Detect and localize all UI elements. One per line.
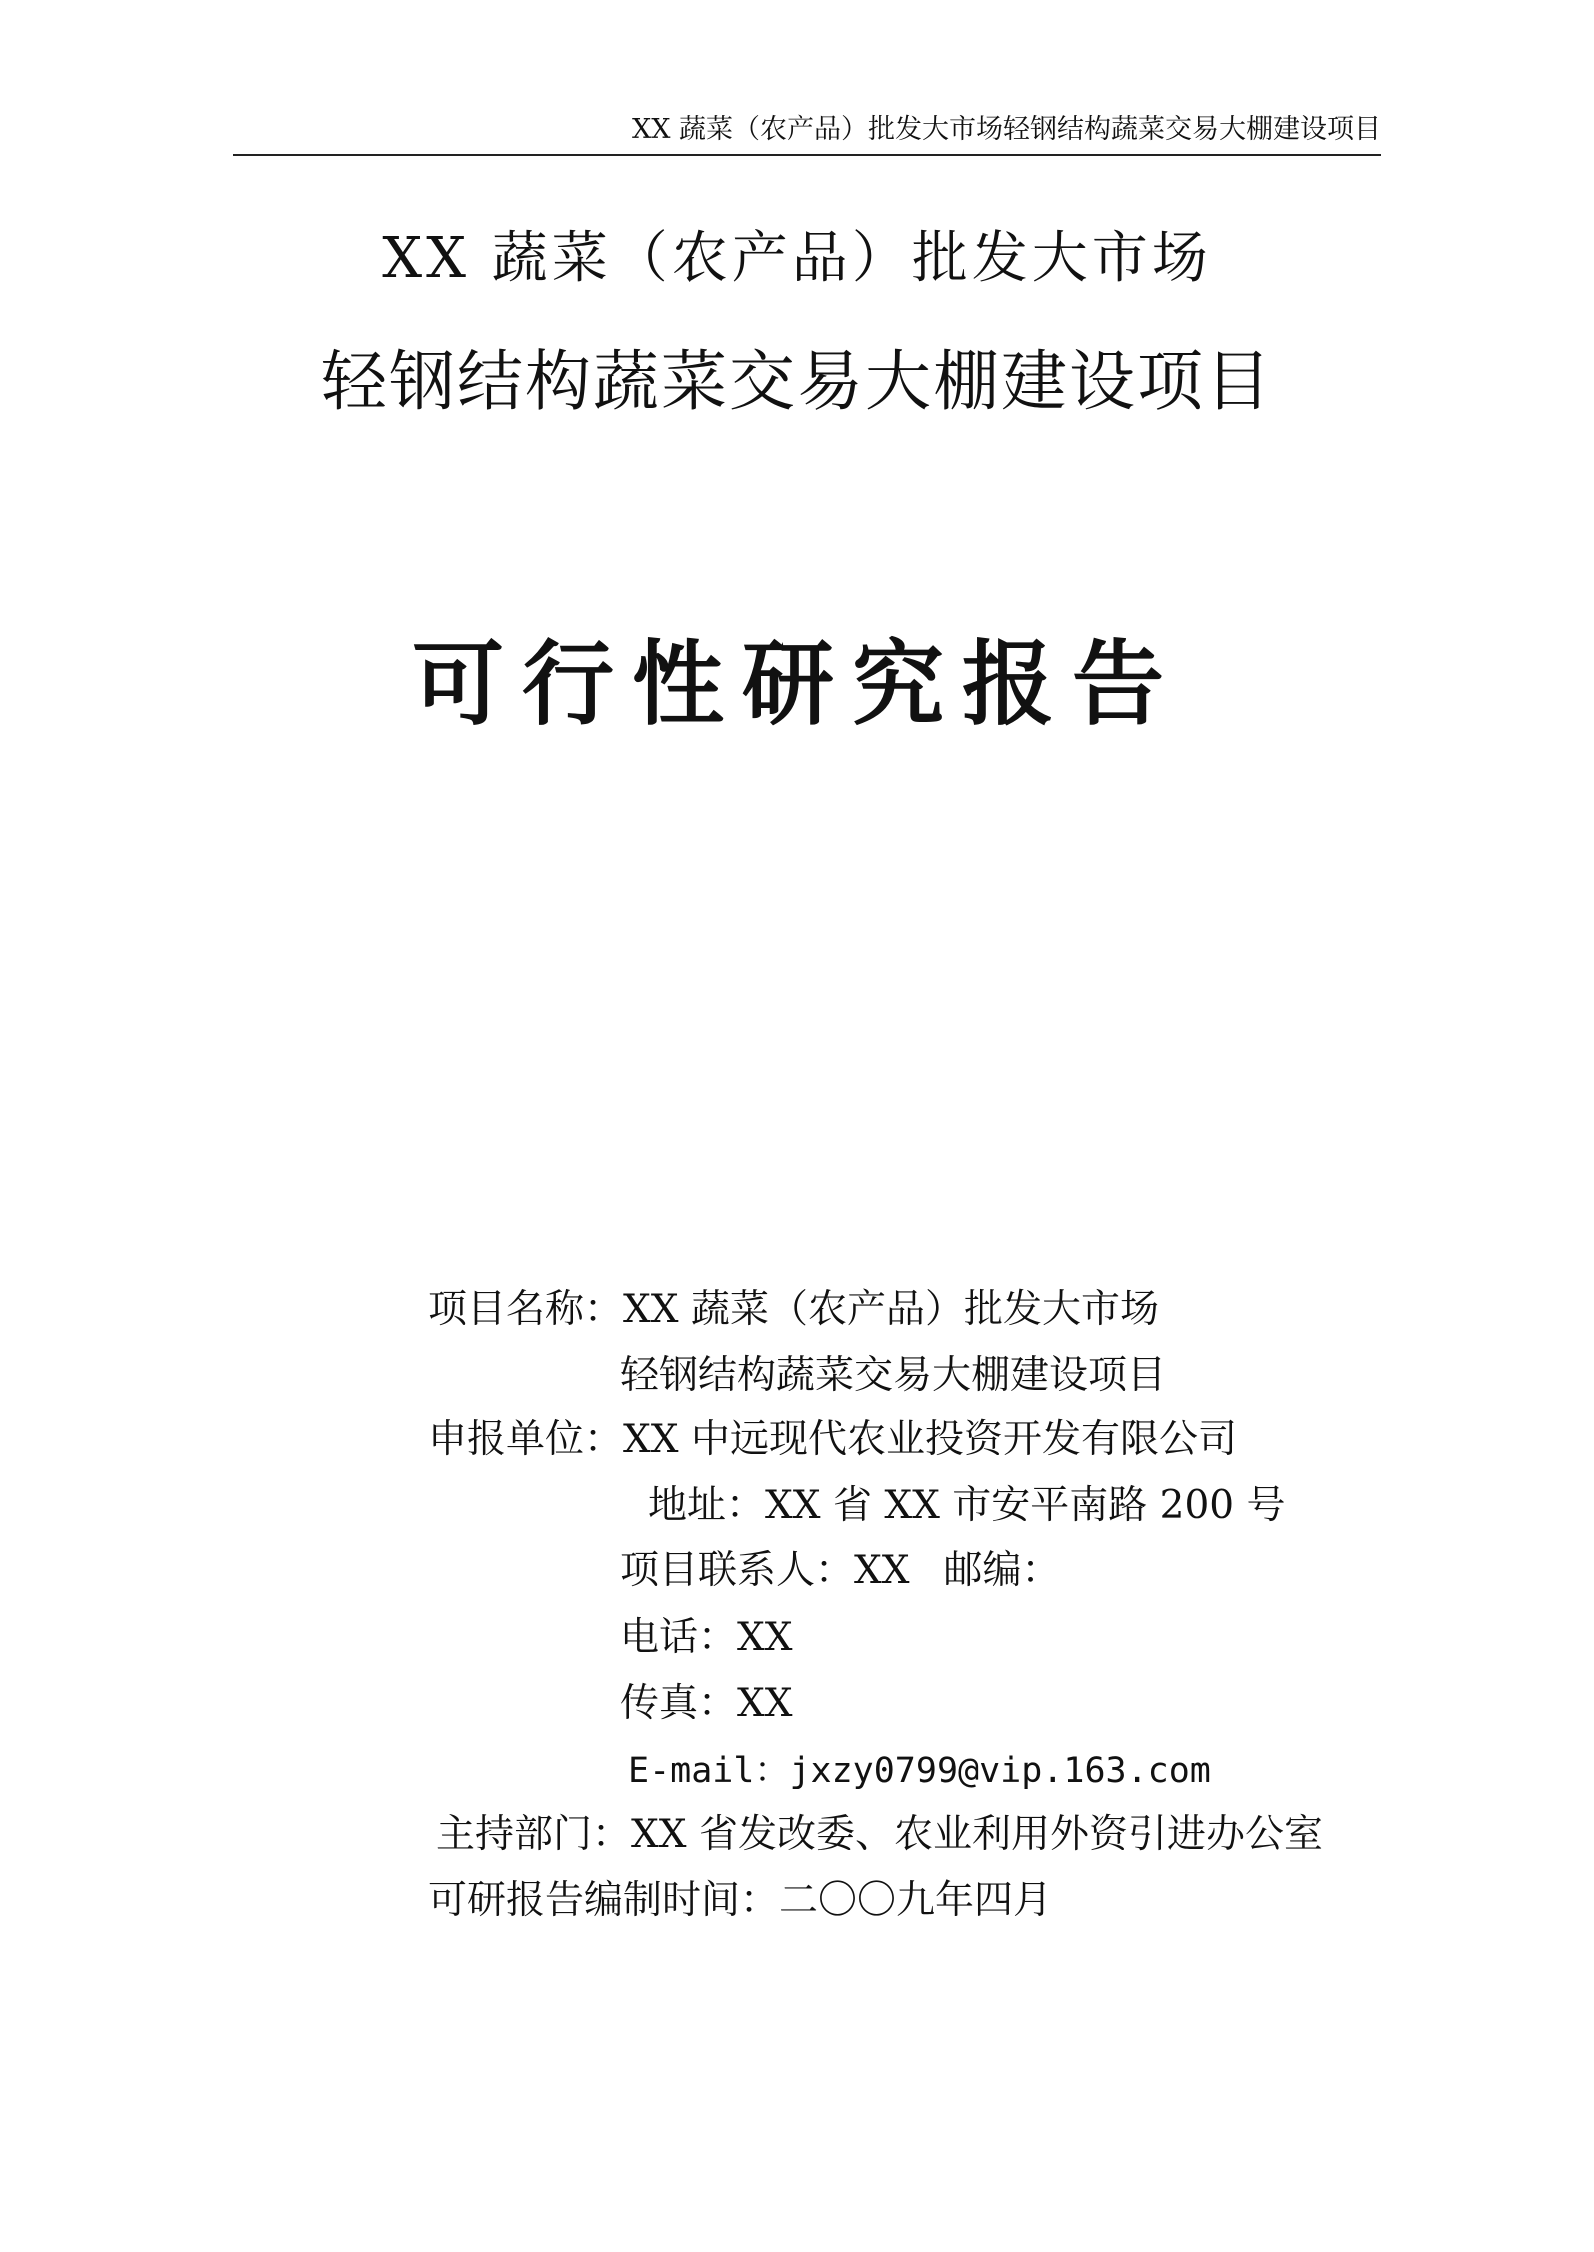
- compile-time-value: 二〇〇九年四月: [779, 1878, 1053, 1923]
- cover-title-line1: XX 蔬菜（农产品）批发大市场: [382, 226, 1212, 291]
- compile-time-row: [428, 1876, 1052, 1926]
- postcode-label: 邮编：: [943, 1548, 1061, 1593]
- fax-row: [620, 1679, 793, 1729]
- applicant-label: 申报单位：: [428, 1417, 624, 1462]
- host-dept-value: XX 省发改委、农业利用外资引进办公室: [631, 1812, 1323, 1857]
- address-value: XX 省 XX 市安平南路 200 号: [765, 1483, 1286, 1528]
- project-name-value-line2: 轻钢结构蔬菜交易大棚建设项目: [620, 1353, 1167, 1398]
- report-type-title: 可行性研究报告: [411, 630, 1182, 738]
- contact-label: 项目联系人：: [620, 1548, 855, 1593]
- contact-value: XX: [854, 1548, 910, 1593]
- host-dept-row: [436, 1810, 1323, 1860]
- running-header: [233, 112, 1381, 156]
- applicant-row: [428, 1415, 1237, 1465]
- address-row: [648, 1481, 1286, 1531]
- contact-row: [620, 1546, 1061, 1596]
- email-label: E-mail：: [628, 1751, 790, 1791]
- project-name-label: 项目名称：: [428, 1287, 624, 1332]
- phone-value: XX: [737, 1615, 793, 1660]
- project-name-value-line1: XX 蔬菜（农产品）批发大市场: [623, 1287, 1159, 1332]
- phone-row: [620, 1613, 793, 1663]
- fax-value: XX: [737, 1681, 793, 1726]
- project-name-row: [428, 1285, 1159, 1335]
- compile-time-label: 可研报告编制时间：: [428, 1878, 780, 1923]
- phone-label: 电话：: [620, 1615, 738, 1660]
- fax-label: 传真：: [620, 1681, 738, 1726]
- host-dept-label: 主持部门：: [436, 1812, 632, 1857]
- address-label: 地址：: [648, 1483, 766, 1528]
- applicant-value: XX 中远现代农业投资开发有限公司: [623, 1417, 1237, 1462]
- email-value: jxzy0799@vip.163.com: [789, 1751, 1211, 1791]
- cover-title-line2: 轻钢结构蔬菜交易大棚建设项目: [321, 343, 1273, 420]
- project-name-row-2: [620, 1351, 1166, 1401]
- email-row: [628, 1745, 1211, 1796]
- running-header-title: XX 蔬菜（农产品）批发大市场轻钢结构蔬菜交易大棚建设项目: [631, 114, 1381, 145]
